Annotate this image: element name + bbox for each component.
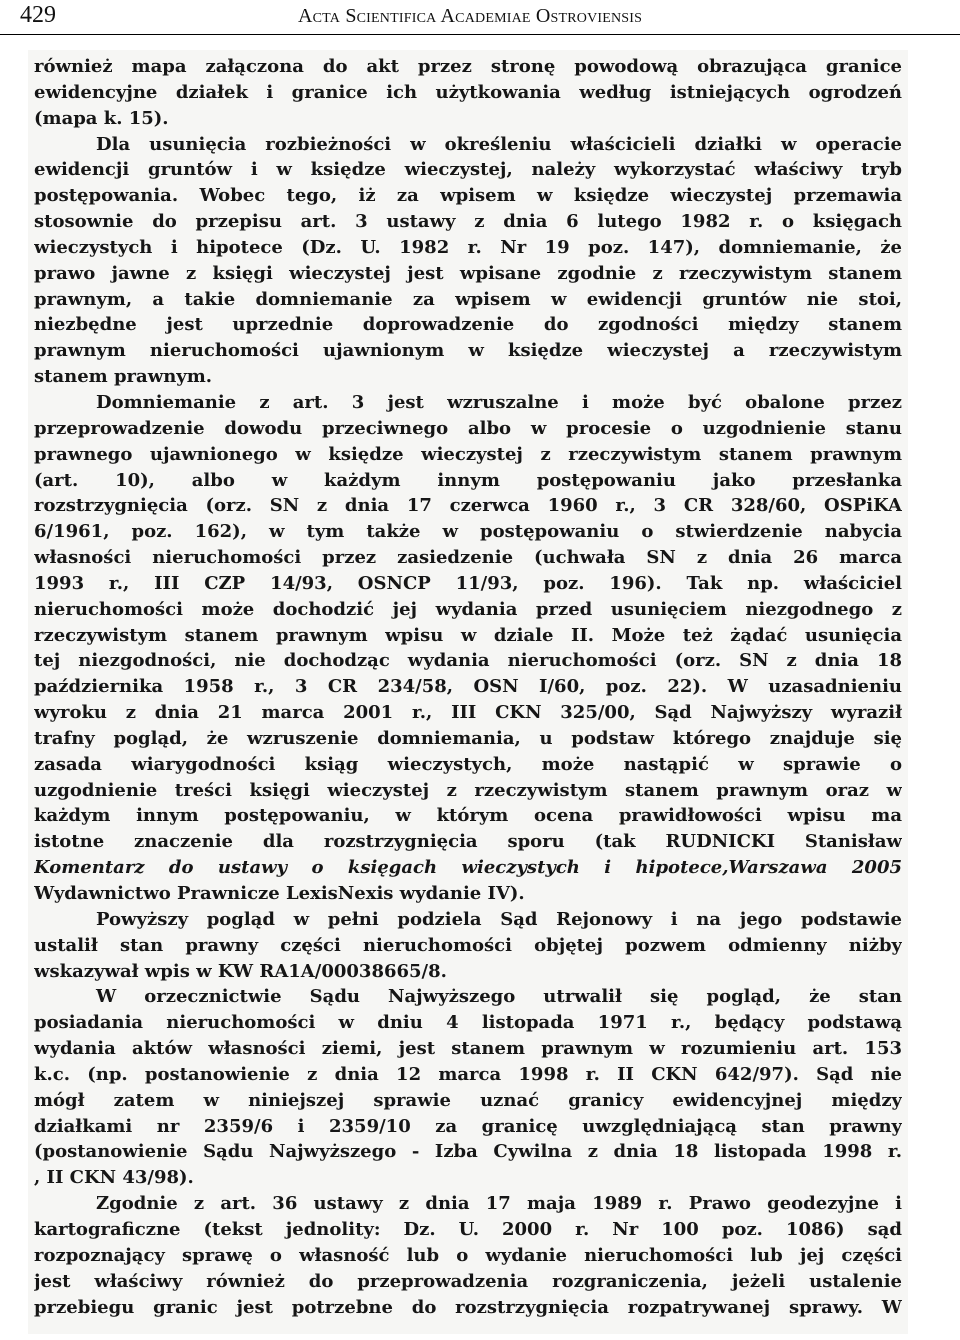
text-line: wydania aktów własności ziemi, jest stanem prawnym w rozumieniu art. 153 — [34, 1038, 902, 1060]
text-line: każdym innym postępowaniu, w którym ocena prawidłowości wpisu ma — [34, 805, 902, 827]
text-line: prawnym, a takie domniemanie za wpisem w ewidencji gruntów nie stoi, — [34, 288, 902, 310]
page-header — [0, 0, 960, 35]
text-line: również mapa załączona do akt przez stronę powodową obrazująca granice — [34, 56, 902, 77]
text-line: 1993 r., III CZP 14/93, OSNCP 11/93, poz. 196). Tak np. właściciel — [34, 572, 902, 594]
text-line: istotne znaczenie dla rozstrzygnięcia sporu (tak RUDNICKI Stanisław — [34, 831, 902, 853]
text-line: przeprowadzenie dowodu przeciwnego albo w procesie o uzgodnienie stanu — [34, 417, 902, 439]
text-line: jest właściwy również do przeprowadzenia rozgraniczenia, jeżeli ustalenie — [34, 1270, 902, 1292]
text-line: wieczystych i hipotece (Dz. U. 1982 r. Nr 19 poz. 147), domniemanie, że — [34, 236, 902, 258]
text-line: , II CKN 43/98). — [34, 1167, 194, 1189]
text-line: wyroku z dnia 21 marca 2001 r., III CKN 325/00, Sąd Najwyższy wyraził — [34, 702, 902, 724]
text-line: Zgodnie z art. 36 ustawy z dnia 17 maja 1989 r. Prawo geodezyjne i — [96, 1193, 902, 1215]
text-line: uzgodnienie treści księgi wieczystej z rzeczywistym stanem prawnym oraz w — [34, 779, 902, 801]
text-line: mógł zatem w niniejszej sprawie uznać granicy ewidencyjnej między — [34, 1089, 902, 1111]
text-line: stosownie do przepisu art. 3 ustawy z dnia 6 lutego 1982 r. o księgach — [34, 211, 902, 233]
text-line: ewidencji gruntów i w księdze wieczystej, należy wykorzystać właściwy tryb — [34, 159, 902, 181]
text-line: prawo jawne z księgi wieczystej jest wpisane zgodnie z rzeczywistym stanem — [34, 262, 902, 284]
text-line: ewidencyjne działek i granice ich użytkowania według istniejących ogrodzeń — [34, 81, 902, 103]
text-line: zasada wiarygodności ksiąg wieczystych, może nastąpić w sprawie o — [34, 753, 902, 775]
text-line: (postanowienie Sądu Najwyższego - Izba Cywilna z dnia 18 listopada 1998 r. — [34, 1141, 902, 1163]
text-line: rozpoznający sprawę o własność lub o wydanie nieruchomości lub jej części — [34, 1244, 902, 1266]
journal-title: Acta Scientifica Academiae Ostroviensis — [298, 5, 643, 27]
text-line: W orzecznictwie Sądu Najwyższego utrwalił się pogląd, że stan — [96, 986, 902, 1008]
document-body — [34, 54, 902, 1320]
text-line: stanem prawnym. — [34, 366, 213, 388]
text-line: posiadania nieruchomości w dniu 4 listopada 1971 r., będący podstawą — [34, 1012, 902, 1034]
page-number: 429 — [20, 2, 56, 28]
text-line: 6/1961, poz. 162), w tym także w postępowaniu o stwierdzenie nabycia — [34, 521, 902, 543]
text-line: (art. 10), albo w każdym innym postępowaniu jako przesłanka — [34, 469, 902, 491]
text-line: ustalił stan prawny części nieruchomości objętej pozwem odmienny niżby — [34, 934, 902, 956]
text-line: Komentarz do ustawy o księgach wieczystych i hipotece,Warszawa 2005 — [34, 857, 902, 879]
text-line: własności nieruchomości przez zasiedzenie (uchwała SN z dnia 26 marca — [34, 547, 902, 569]
text-line: przebiegu granic jest potrzebne do rozstrzygnięcia rozpatrywanej sprawy. W — [34, 1296, 902, 1318]
text-line: prawnym nieruchomości ujawnionym w księdze wieczystej a rzeczywistym — [34, 340, 902, 362]
text-line: Wydawnictwo Prawnicze LexisNexis wydanie IV). — [34, 883, 525, 904]
text-line: działkami nr 2359/6 i 2359/10 za granicę uwzględniającą stan prawny — [34, 1115, 902, 1137]
text-line: nieruchomości może dochodzić jej wydania przed usunięciem niezgodnego z — [34, 598, 902, 620]
text-line: rozstrzygnięcia (orz. SN z dnia 17 czerwca 1960 r., 3 CR 328/60, OSPiKA — [34, 495, 902, 517]
text-line: (mapa k. 15). — [34, 107, 169, 129]
text-line: rzeczywistym stanem prawnym wpisu w dziale II. Może też żądać usunięcia — [34, 624, 902, 646]
text-line: prawnego ujawnionego w księdze wieczystej z rzeczywistym stanem prawnym — [34, 443, 902, 465]
text-line: tej niezgodności, nie dochodząc wydania nieruchomości (orz. SN z dnia 18 — [34, 650, 902, 672]
text-line: k.c. (np. postanowienie z dnia 12 marca 1998 r. II CKN 642/97). Sąd nie — [34, 1063, 902, 1085]
text-line: Powyższy pogląd w pełni podziela Sąd Rejonowy i na jego podstawie — [96, 908, 902, 930]
text-line: niezbędne jest uprzednie doprowadzenie do zgodności między stanem — [34, 314, 902, 336]
text-line: postępowania. Wobec tego, iż za wpisem w księdze wieczystej przemawia — [34, 185, 902, 207]
text-line: wskazywał wpis w KW RA1A/00038665/8. — [34, 960, 447, 982]
text-line: Dla usunięcia rozbieżności w określeniu właścicieli działki w operacie — [96, 133, 902, 155]
text-line: Domniemanie z art. 3 jest wzruszalne i może być obalone przez — [96, 391, 902, 413]
text-line: trafny pogląd, że wzruszenie domniemania, u podstaw którego znajduje się — [34, 727, 902, 749]
text-line: kartograficzne (tekst jednolity: Dz. U. 2000 r. Nr 100 poz. 1086) sąd — [34, 1218, 902, 1240]
text-line: października 1958 r., 3 CR 234/58, OSN I/60, poz. 22). W uzasadnieniu — [34, 676, 902, 698]
